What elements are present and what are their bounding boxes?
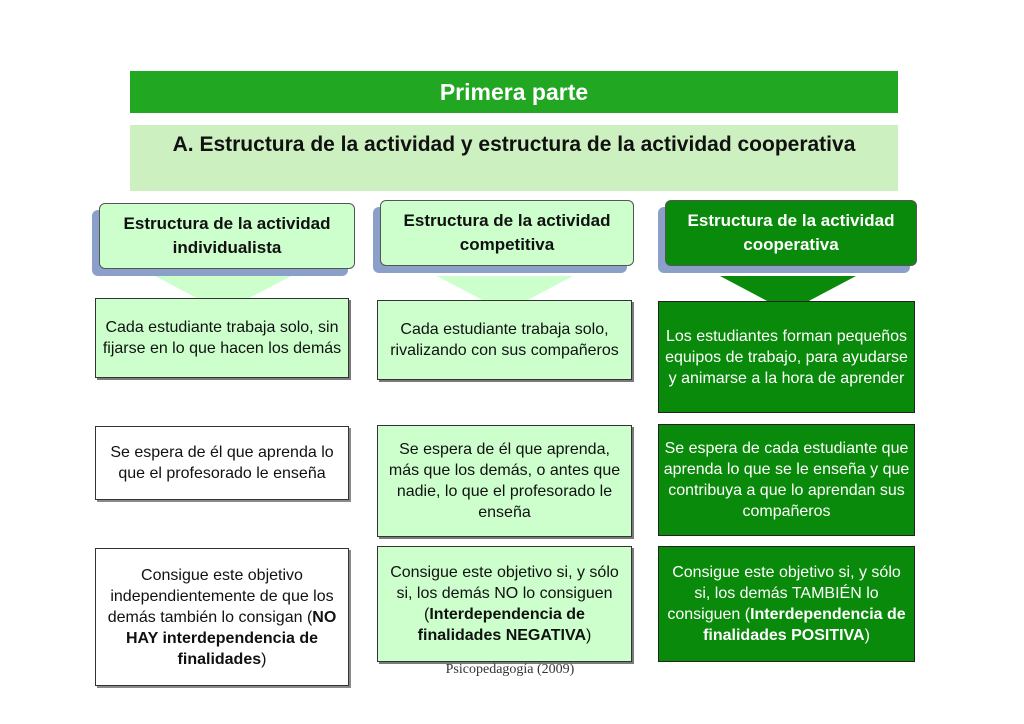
result-emphasis: Interdependencia de finalidades POSITIVA — [703, 606, 906, 644]
header-competitiva: Estructura de la actividad competitiva — [380, 200, 634, 266]
cell-individualista-row2: Se espera de él que aprenda lo que el profesorado le enseña — [95, 426, 349, 500]
title-banner: Primera parte — [130, 71, 898, 113]
result-close: ) — [261, 650, 267, 668]
cell-cooperativa-row3 — [658, 546, 915, 662]
result-emphasis: Interdependencia de finalidades NEGATIVA — [417, 606, 586, 644]
cell-individualista-row1: Cada estudiante trabaja solo, sin fijarse en lo que hacen los demás — [95, 298, 349, 378]
cell-cooperativa-row2: Se espera de cada estudiante que aprenda lo que se le enseña y que contribuya a que lo aprendan sus compañeros — [658, 424, 915, 536]
cell-competitiva-row3 — [377, 546, 632, 662]
header-individualista: Estructura de la actividad individualista — [99, 203, 355, 269]
result-close: ) — [864, 627, 870, 644]
result-text: Consigue este objetivo independientemente de que los demás también lo consigan ( — [107, 566, 334, 626]
cell-individualista-row3 — [95, 548, 349, 686]
cell-competitiva-row1: Cada estudiante trabaja solo, rivalizando con sus compañeros — [377, 300, 632, 380]
result-text: Consigue este objetivo si, y sólo si, los demás TAMBIÉN lo consiguen ( — [667, 564, 901, 623]
result-text: Consigue este objetivo si, y sólo si, los demás NO lo consiguen ( — [390, 564, 619, 623]
cell-cooperativa-row1: Los estudiantes forman pequeños equipos de trabajo, para ayudarse y animarse a la hora de aprender — [658, 301, 915, 413]
cell-competitiva-row2: Se espera de él que aprenda, más que los demás, o antes que nadie, lo que el profesorado le enseña — [377, 425, 632, 537]
result-emphasis: NO HAY interdependencia de finalidades — [125, 608, 337, 668]
footer-source: Psicopedagogía (2009) — [445, 662, 575, 677]
subtitle-banner: A. Estructura de la actividad y estructura de la actividad cooperativa — [130, 125, 898, 191]
result-close: ) — [586, 627, 592, 644]
header-cooperativa: Estructura de la actividad cooperativa — [665, 200, 917, 266]
